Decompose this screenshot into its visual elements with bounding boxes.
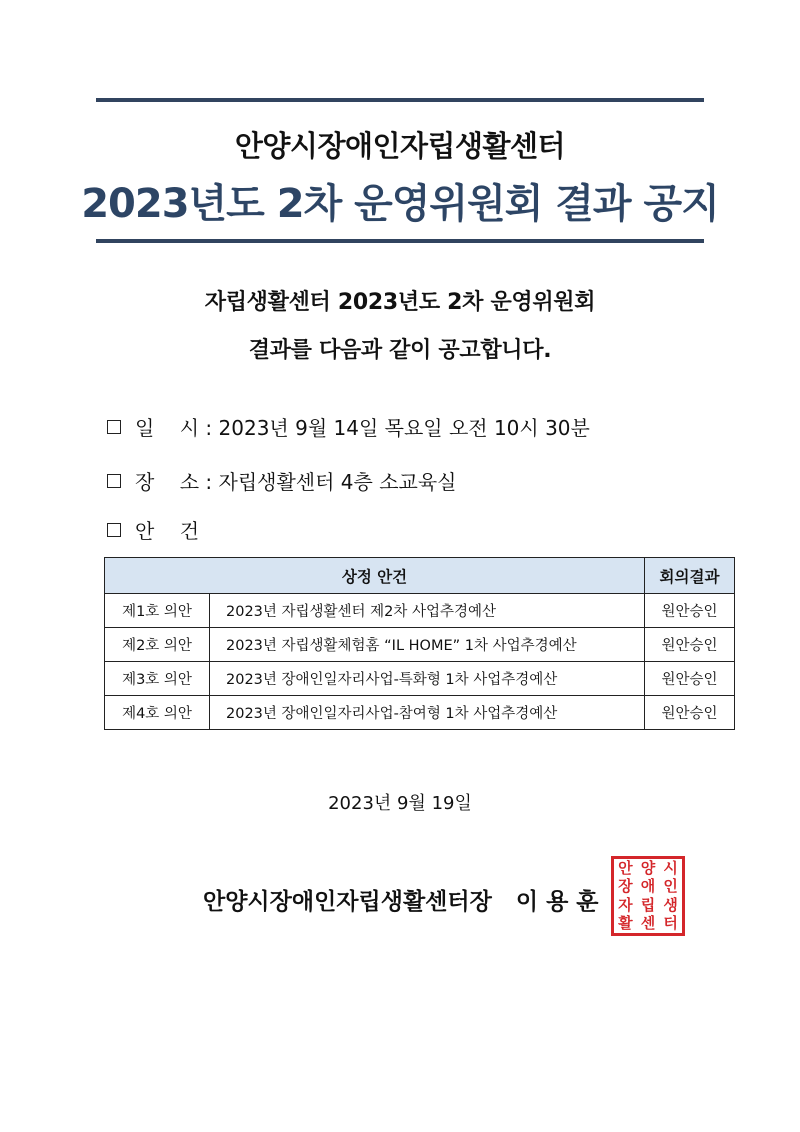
table-row — [105, 662, 735, 696]
signer-name: 안양시장애인자립생활센터장 이 용 훈 — [203, 889, 599, 915]
info-label: 장 소 — [135, 470, 200, 494]
info-row-date: 일 시 : 2023년 9월 14일 목요일 오전 10시 30분 — [107, 412, 590, 441]
agenda-title: 2023년 자립생활체험홈 “IL HOME” 1차 사업추경예산 — [210, 628, 645, 662]
agenda-no: 제1호 의안 — [105, 594, 210, 628]
official-seal-stamp — [611, 856, 685, 936]
checkbox-square-icon — [107, 523, 121, 537]
top-rule — [96, 98, 704, 102]
agenda-no: 제2호 의안 — [105, 628, 210, 662]
seal-char: 장 — [618, 877, 633, 896]
seal-char: 자 — [618, 895, 633, 914]
notice-date: 2023년 9월 19일 — [328, 793, 472, 814]
seal-char: 인 — [663, 877, 678, 896]
table-row — [105, 696, 735, 730]
agenda-result: 원안승인 — [645, 628, 735, 662]
seal-char: 터 — [663, 914, 678, 933]
header-result: 회의결과 — [645, 558, 735, 594]
table-row — [105, 628, 735, 662]
bottom-rule — [96, 239, 704, 243]
info-row-agenda — [107, 515, 199, 544]
info-row-place: 장 소 : 자립생활센터 4층 소교육실 — [107, 466, 457, 495]
header-agenda: 상정 안건 — [105, 558, 645, 594]
checkbox-square-icon — [107, 420, 121, 434]
agenda-title: 2023년 장애인일자리사업-참여형 1차 사업추경예산 — [210, 696, 645, 730]
agenda-no: 제4호 의안 — [105, 696, 210, 730]
info-label: 안 건 — [135, 519, 200, 543]
info-label: 일 시 — [135, 416, 200, 440]
agenda-table — [104, 557, 735, 730]
table-row — [105, 594, 735, 628]
agenda-title: 2023년 자립생활센터 제2차 사업추경예산 — [210, 594, 645, 628]
intro-line-2: 결과를 다음과 같이 공고합니다. — [248, 338, 552, 363]
agenda-result: 원안승인 — [645, 594, 735, 628]
agenda-title: 2023년 장애인일자리사업-특화형 1차 사업추경예산 — [210, 662, 645, 696]
org-title: 안양시장애인자립생활센터 — [234, 129, 566, 163]
seal-char: 센 — [640, 914, 656, 933]
agenda-no: 제3호 의안 — [105, 662, 210, 696]
checkbox-square-icon — [107, 474, 121, 488]
seal-char: 시 — [663, 858, 678, 877]
seal-char: 활 — [618, 914, 633, 933]
seal-char: 양 — [640, 858, 656, 877]
seal-char: 안 — [618, 858, 633, 877]
agenda-result: 원안승인 — [645, 662, 735, 696]
agenda-result: 원안승인 — [645, 696, 735, 730]
page-title: 2023년도 2차 운영위원회 결과 공지 — [81, 181, 719, 227]
seal-char: 립 — [640, 895, 656, 914]
info-value: 2023년 9월 14일 목요일 오전 10시 30분 — [218, 416, 590, 440]
table-header-row — [105, 558, 735, 594]
info-value: 자립생활센터 4층 소교육실 — [218, 470, 457, 494]
intro-line-1: 자립생활센터 2023년도 2차 운영위원회 — [204, 290, 596, 315]
seal-char: 생 — [663, 895, 678, 914]
seal-char: 애 — [640, 877, 656, 896]
